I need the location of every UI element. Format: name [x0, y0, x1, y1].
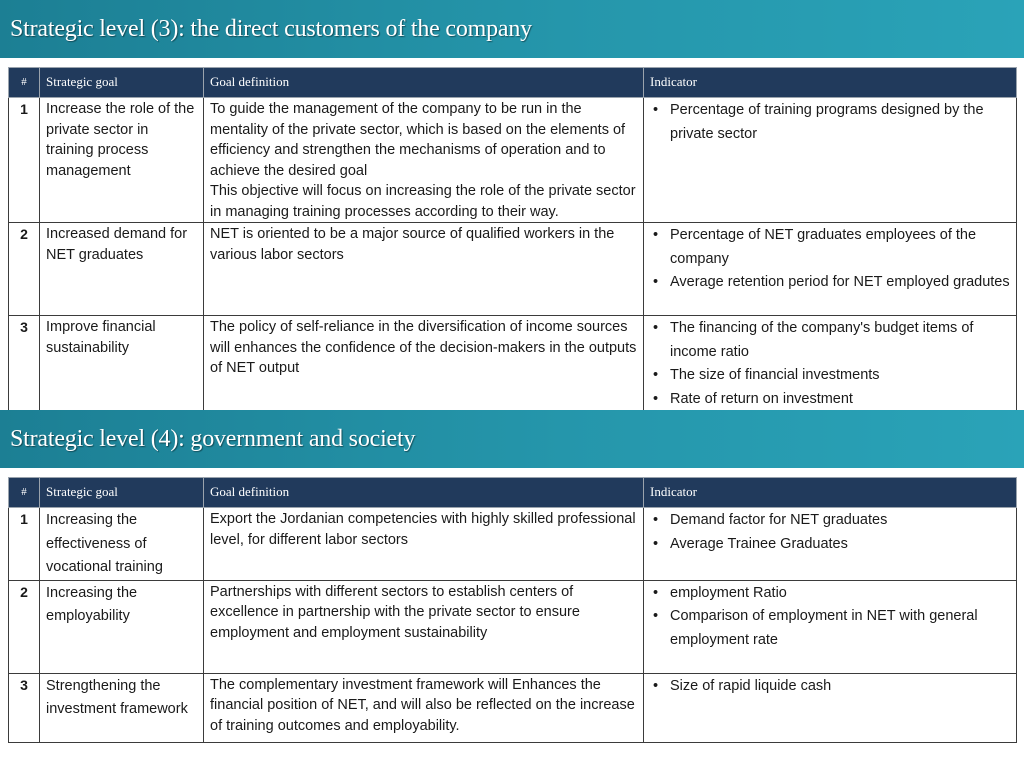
table-row [9, 508, 1017, 581]
table-row [9, 223, 1017, 316]
indicator-list [650, 224, 1010, 295]
bullet-icon: • [653, 535, 659, 552]
indicator-cell [644, 508, 1017, 581]
bullet-icon: • [653, 102, 659, 118]
indicator-item: • Rate of return on investment [650, 388, 1010, 412]
indicator-cell [644, 98, 1017, 223]
goal-definition-cell: Export the Jordanian competencies with highly skilled professional level, for different labor sectors [204, 508, 644, 581]
strategic-goal-cell: Increase the role of the private sector in training process management [40, 98, 204, 223]
indicator-item: • Size of rapid liquide cash [650, 675, 1010, 699]
header-strategic-goal: Strategic goal [40, 68, 204, 98]
goal-definition-cell: Partnerships with different sectors to establish centers of excellence in partnership with the private sector to ensure employment and employment sustainability [204, 580, 644, 673]
goal-definition-cell: The complementary investment framework will Enhances the financial position of NET, and will also be reflected on the increase of training outcomes and employability. [204, 673, 644, 742]
table-row [9, 316, 1017, 412]
indicator-list [650, 317, 1010, 411]
bullet-icon: • [653, 584, 659, 601]
table-row [9, 98, 1017, 223]
row-number: 2 [9, 580, 40, 673]
row-number: 3 [9, 316, 40, 412]
strategic-goal-cell: Increasing the effectiveness of vocational training [40, 508, 204, 581]
strategic-goal-cell: Increased demand for NET graduates [40, 223, 204, 316]
bullet-icon: • [653, 274, 659, 290]
bullet-icon: • [653, 390, 659, 407]
indicator-item: • Percentage of training programs designed by the private sector [650, 99, 1010, 146]
indicator-item: • The size of financial investments [650, 364, 1010, 388]
strategic-goal-cell: Strengthening the investment framework [40, 673, 204, 742]
strategic-goal-cell: Increasing the employability [40, 580, 204, 673]
indicator-list [650, 509, 1010, 556]
goal-definition-cell: NET is oriented to be a major source of qualified workers in the various labor sectors [204, 223, 644, 316]
header-number: # [9, 478, 40, 508]
goal-definition-cell [204, 98, 644, 223]
indicator-cell [644, 580, 1017, 673]
bullet-icon: • [653, 608, 659, 624]
indicator-item: • employment Ratio [650, 582, 1010, 606]
strategic-goals-table-level-3 [8, 67, 1017, 412]
indicator-item: • The financing of the company's budget items of income ratio [650, 317, 1010, 364]
bullet-icon: • [653, 367, 659, 383]
table-header-row [9, 68, 1017, 98]
section-title-level-3: Strategic level (3): the direct customers of the company [0, 0, 1024, 58]
header-strategic-goal: Strategic goal [40, 478, 204, 508]
indicator-item: • Comparison of employment in NET with general employment rate [650, 605, 1010, 652]
row-number: 1 [9, 98, 40, 223]
indicator-list [650, 675, 1010, 699]
table-row [9, 673, 1017, 742]
header-goal-definition: Goal definition [204, 478, 644, 508]
indicator-cell [644, 673, 1017, 742]
bullet-icon: • [653, 512, 659, 528]
indicator-list [650, 582, 1010, 653]
indicator-cell [644, 316, 1017, 412]
indicator-item: • Average retention period for NET employed gradutes [650, 271, 1010, 295]
indicator-item: • Demand factor for NET graduates [650, 509, 1010, 533]
row-number: 1 [9, 508, 40, 581]
strategic-goals-table-level-4 [8, 477, 1017, 743]
header-indicator: Indicator [644, 68, 1017, 98]
table-header-row [9, 478, 1017, 508]
header-number: # [9, 68, 40, 98]
bullet-icon: • [653, 227, 659, 243]
indicator-item: • Percentage of NET graduates employees of the company [650, 224, 1010, 271]
row-number: 3 [9, 673, 40, 742]
goal-definition-text: To guide the management of the company to be run in the mentality of the private sector, which is based on the elements of efficiency and strengthen the mechanisms of operation and to achieve the desired goal [210, 101, 626, 179]
bullet-icon: • [653, 677, 659, 694]
indicator-cell [644, 223, 1017, 316]
header-indicator: Indicator [644, 478, 1017, 508]
indicator-item: • Average Trainee Graduates [650, 533, 1010, 557]
row-number: 2 [9, 223, 40, 316]
goal-definition-text-2: This objective will focus on increasing the role of the private sector in managing training processes according to their way. [210, 183, 636, 220]
strategic-goal-cell: Improve financial sustainability [40, 316, 204, 412]
indicator-list [650, 99, 1010, 146]
header-goal-definition: Goal definition [204, 68, 644, 98]
section-title-level-4: Strategic level (4): government and society [0, 410, 1024, 468]
table-row [9, 580, 1017, 673]
bullet-icon: • [653, 320, 659, 336]
goal-definition-cell: The policy of self-reliance in the diversification of income sources will enhances the confidence of the decision-makers in the outputs of NET output [204, 316, 644, 412]
